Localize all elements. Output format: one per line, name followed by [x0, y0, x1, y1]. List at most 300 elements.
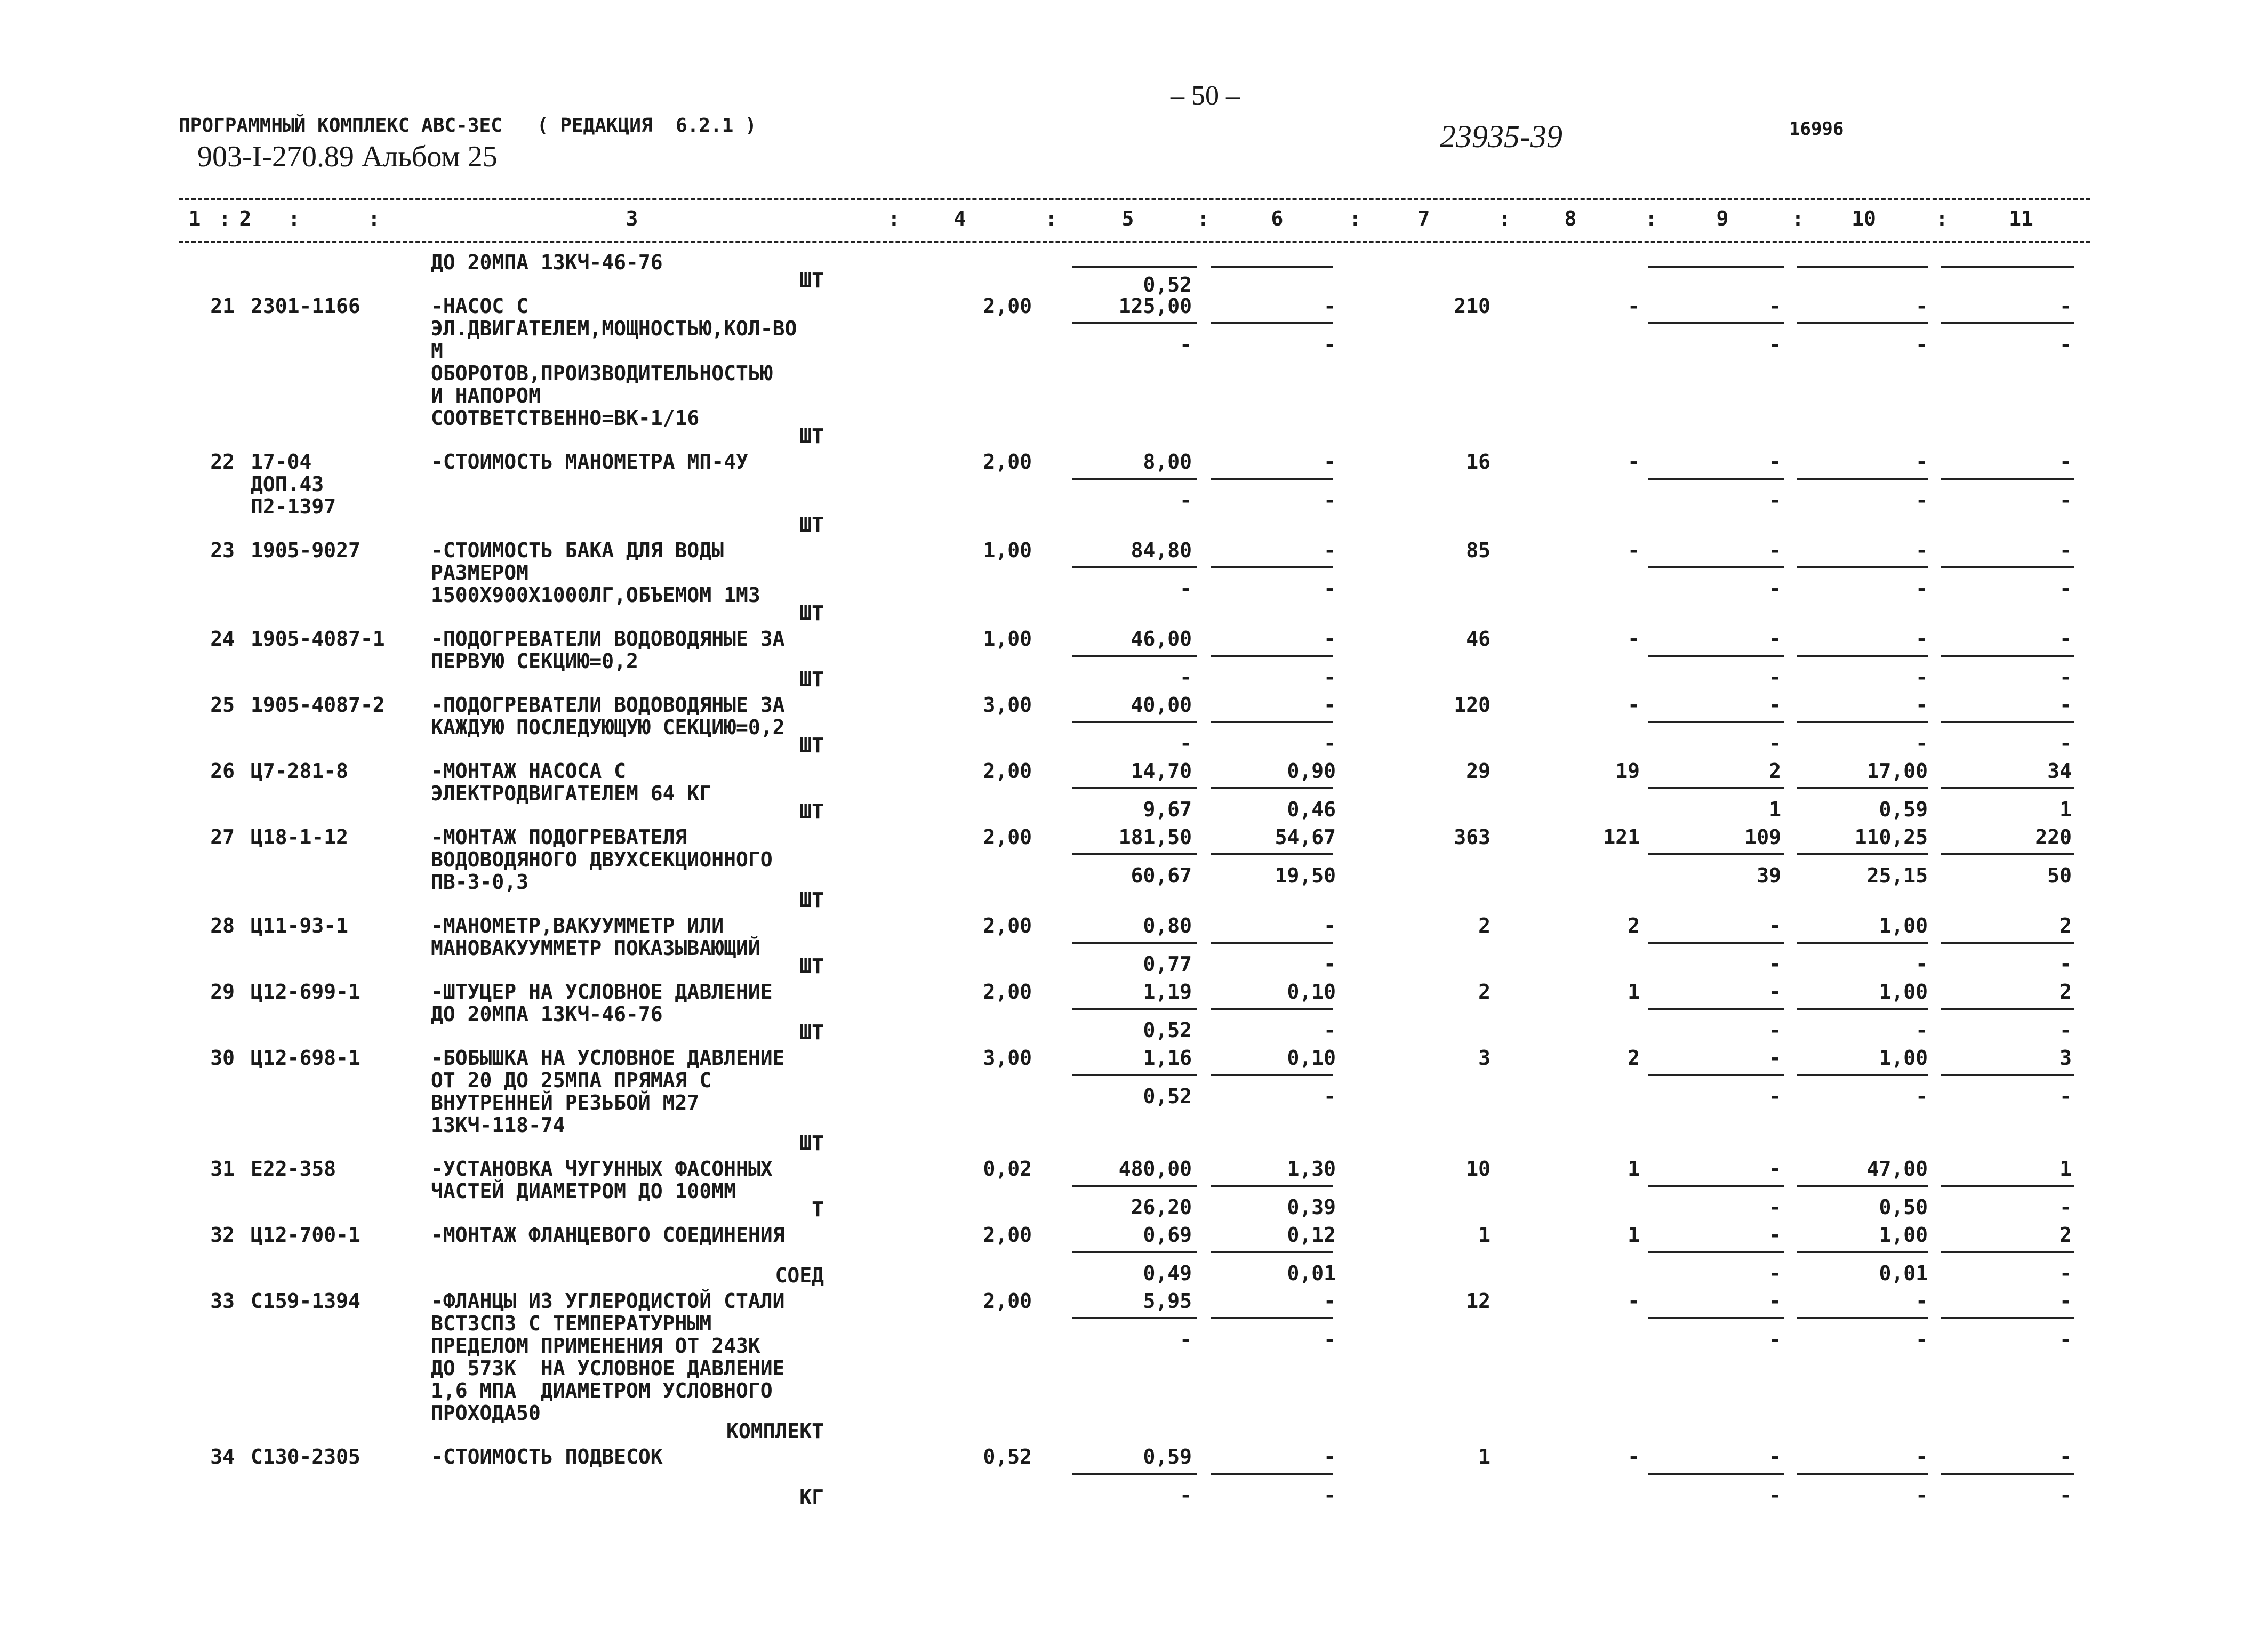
- row-number: 22: [210, 450, 235, 473]
- row-23-description: РАЗМЕРОМ: [431, 561, 529, 584]
- value-rule: [1072, 1251, 1197, 1253]
- row-21-c11-secondary: -: [2059, 333, 2072, 356]
- row-number: 31: [210, 1157, 235, 1181]
- value-rule: [1072, 322, 1197, 324]
- value-rule: [1211, 478, 1333, 480]
- row-33-code: С159-1394: [251, 1289, 360, 1313]
- value-rule: [1072, 787, 1197, 789]
- row-29-c6-value: 0,10: [1287, 980, 1336, 1003]
- column-header-10: 10: [1852, 207, 1876, 230]
- row-21-c9-secondary: -: [1769, 333, 1781, 356]
- row-23-c9-secondary: -: [1769, 577, 1781, 600]
- column-header-4: 4: [953, 207, 966, 230]
- row-21-description: ЭЛ.ДВИГАТЕЛЕМ,МОЩНОСТЬЮ,КОЛ-ВО: [431, 317, 797, 340]
- row-25-col8: -: [1628, 693, 1640, 717]
- row-34-c5-value: 0,59: [1143, 1445, 1192, 1468]
- row-29-col7: 2: [1478, 980, 1490, 1003]
- row-32-c10-secondary: 0,01: [1879, 1262, 1928, 1285]
- row-22-col8: -: [1628, 450, 1640, 473]
- row-25-c10-value: -: [1916, 693, 1928, 717]
- row-33-c11-value: -: [2059, 1289, 2072, 1313]
- row-23-c5-secondary: -: [1180, 577, 1192, 600]
- row-34-col7: 1: [1478, 1445, 1490, 1468]
- row-27-code: Ц18-1-12: [251, 825, 349, 849]
- row-34-c6-secondary: -: [1324, 1483, 1336, 1507]
- row-24-col7: 46: [1466, 627, 1490, 651]
- row-29-code: Ц12-699-1: [251, 980, 360, 1003]
- value-rule: [1072, 1317, 1197, 1319]
- row-33-col8: -: [1628, 1289, 1640, 1313]
- row-33-c10-value: -: [1916, 1289, 1928, 1313]
- row-33-description: ВСТ3СП3 С ТЕМПЕРАТУРНЫМ: [431, 1312, 712, 1335]
- row-31-description: -УСТАНОВКА ЧУГУННЫХ ФАСОННЫХ: [431, 1157, 773, 1181]
- row-22-description: -СТОИМОСТЬ МАНОМЕТРА МП-4У: [431, 450, 748, 473]
- row-31-col7: 10: [1466, 1157, 1490, 1181]
- row-30-col8: 2: [1628, 1046, 1640, 1070]
- row-32-col7: 1: [1478, 1223, 1490, 1247]
- row-23-unit: ШТ: [799, 601, 824, 625]
- value-rule: [1941, 1008, 2074, 1010]
- row-32-description: -МОНТАЖ ФЛАНЦЕВОГО СОЕДИНЕНИЯ: [431, 1223, 785, 1247]
- row-28-code: Ц11-93-1: [251, 914, 349, 937]
- row-21-c10-value: -: [1916, 294, 1928, 318]
- row-30-c6-value: 0,10: [1287, 1046, 1336, 1070]
- row-31-quantity: 0,02: [983, 1157, 1032, 1181]
- row-33-description: ПРОХОДА50: [431, 1401, 541, 1425]
- row-22-c11-secondary: -: [2059, 488, 2072, 512]
- value-rule: [1211, 1251, 1333, 1253]
- row-25-c6-secondary: -: [1324, 732, 1336, 755]
- value-rule: [1211, 1473, 1333, 1475]
- row-26-c5-value: 14,70: [1131, 759, 1192, 783]
- row-31-c5-secondary: 26,20: [1131, 1195, 1192, 1219]
- inventory-number: 23935-39: [1440, 119, 1562, 154]
- row-23-c5-value: 84,80: [1131, 539, 1192, 562]
- value-rule: [1797, 655, 1928, 657]
- row-25-col7: 120: [1454, 693, 1490, 717]
- value-rule: [1797, 721, 1928, 723]
- row-27-c6-value: 54,67: [1275, 825, 1336, 849]
- row-25-c5-secondary: -: [1180, 732, 1192, 755]
- column-separator: :: [368, 207, 380, 230]
- row-23-col7: 85: [1466, 539, 1490, 562]
- row-23-c6-secondary: -: [1324, 577, 1336, 600]
- row-28-col8: 2: [1628, 914, 1640, 937]
- program-title: ПРОГРАММНЫЙ КОМПЛЕКС АВС-3ЕС ( РЕДАКЦИЯ 6.2.1 ): [179, 115, 757, 136]
- row-32-c6-secondary: 0,01: [1287, 1262, 1336, 1285]
- row-24-code: 1905-4087-1: [251, 627, 385, 651]
- row-30-c11-secondary: -: [2059, 1085, 2072, 1108]
- value-rule: [1941, 655, 2074, 657]
- value-rule: [1072, 655, 1197, 657]
- value-rule: [1941, 566, 2074, 568]
- row-28-c11-value: 2: [2059, 914, 2072, 937]
- row-27-c9-secondary: 39: [1757, 864, 1781, 887]
- row-31-c5-value: 480,00: [1118, 1157, 1192, 1181]
- row-28-quantity: 2,00: [983, 914, 1032, 937]
- row-27-c11-secondary: 50: [2047, 864, 2072, 887]
- row-number: 33: [210, 1289, 235, 1313]
- value-rule: [1941, 1317, 2074, 1319]
- value-rule: [1797, 322, 1928, 324]
- row-24-col8: -: [1628, 627, 1640, 651]
- row-28-description: МАНОВАКУУММЕТР ПОКАЗЫВАЮЩИЙ: [431, 936, 760, 960]
- row-32-c11-secondary: -: [2059, 1262, 2072, 1285]
- row-24-c11-secondary: -: [2059, 665, 2072, 689]
- row-number: 30: [210, 1046, 235, 1070]
- column-header-6: 6: [1271, 207, 1284, 230]
- row-30-c5-secondary: 0,52: [1143, 1085, 1192, 1108]
- column-separator: :: [1045, 207, 1057, 230]
- value-rule: [1211, 655, 1333, 657]
- row-28-c9-value: -: [1769, 914, 1781, 937]
- value-rule: [1211, 322, 1333, 324]
- row-29-c11-secondary: -: [2059, 1018, 2072, 1042]
- row-24-c6-secondary: -: [1324, 665, 1336, 689]
- row-29-description: ДО 20МПА 13КЧ-46-76: [431, 1002, 663, 1026]
- row-number: 32: [210, 1223, 235, 1247]
- value-rule: [1941, 853, 2074, 855]
- row-number: 25: [210, 693, 235, 717]
- row-cont-unit: ШТ: [799, 269, 824, 292]
- row-34-c5-secondary: -: [1180, 1483, 1192, 1507]
- row-number: 29: [210, 980, 235, 1003]
- value-rule: [1797, 853, 1928, 855]
- row-26-description: ЭЛЕКТРОДВИГАТЕЛЕМ 64 КГ: [431, 782, 712, 805]
- value-rule: [1941, 266, 2074, 268]
- row-34-description: -СТОИМОСТЬ ПОДВЕСОК: [431, 1445, 663, 1468]
- value-rule: [1211, 1185, 1333, 1187]
- value-rule: [1072, 1008, 1197, 1010]
- row-22-c10-secondary: -: [1916, 488, 1928, 512]
- value-rule: [1797, 1185, 1928, 1187]
- row-23-quantity: 1,00: [983, 539, 1032, 562]
- row-21-description: -НАСОС С: [431, 294, 529, 318]
- row-33-c10-secondary: -: [1916, 1328, 1928, 1351]
- row-33-c11-secondary: -: [2059, 1328, 2072, 1351]
- row-28-c6-secondary: -: [1324, 952, 1336, 976]
- row-32-c10-value: 1,00: [1879, 1223, 1928, 1247]
- value-rule: [1648, 721, 1784, 723]
- row-32-c9-value: -: [1769, 1223, 1781, 1247]
- value-rule: [1941, 1074, 2074, 1076]
- column-separator: :: [1349, 207, 1361, 230]
- row-29-c11-value: 2: [2059, 980, 2072, 1003]
- row-26-c9-secondary: 1: [1769, 798, 1781, 821]
- row-31-c6-secondary: 0,39: [1287, 1195, 1336, 1219]
- row-28-c5-value: 0,80: [1143, 914, 1192, 937]
- row-21-c5-value: 125,00: [1118, 294, 1192, 318]
- row-34-c10-secondary: -: [1916, 1483, 1928, 1507]
- row-25-description: КАЖДУЮ ПОСЛЕДУЮЩУЮ СЕКЦИЮ=0,2: [431, 716, 785, 739]
- value-rule: [1072, 853, 1197, 855]
- value-rule: [1072, 1074, 1197, 1076]
- row-30-c6-secondary: -: [1324, 1085, 1336, 1108]
- row-34-c9-value: -: [1769, 1445, 1781, 1468]
- row-33-c5-value: 5,95: [1143, 1289, 1192, 1313]
- row-30-c5-value: 1,16: [1143, 1046, 1192, 1070]
- row-34-unit: КГ: [799, 1486, 824, 1509]
- row-27-c10-secondary: 25,15: [1866, 864, 1928, 887]
- value-rule: [1648, 655, 1784, 657]
- value-rule: [1797, 478, 1928, 480]
- row-30-c11-value: 3: [2059, 1046, 2072, 1070]
- row-33-description: 1,6 МПА ДИАМЕТРОМ УСЛОВНОГО: [431, 1379, 773, 1402]
- row-27-c6-secondary: 19,50: [1275, 864, 1336, 887]
- row-21-code: 2301-1166: [251, 294, 360, 318]
- row-22-c9-secondary: -: [1769, 488, 1781, 512]
- row-34-col8: -: [1628, 1445, 1640, 1468]
- row-28-col7: 2: [1478, 914, 1490, 937]
- value-rule: [1211, 266, 1333, 268]
- row-30-quantity: 3,00: [983, 1046, 1032, 1070]
- value-rule: [1648, 1185, 1784, 1187]
- column-separator: :: [288, 207, 300, 230]
- row-31-c9-value: -: [1769, 1157, 1781, 1181]
- row-25-c11-value: -: [2059, 693, 2072, 717]
- row-25-quantity: 3,00: [983, 693, 1032, 717]
- row-31-c10-value: 47,00: [1866, 1157, 1928, 1181]
- row-22-code-extra: ДОП.43: [251, 472, 324, 496]
- header-rule-bottom: [179, 241, 2090, 243]
- column-separator: :: [219, 207, 231, 230]
- row-number: 34: [210, 1445, 235, 1468]
- value-rule: [1941, 322, 2074, 324]
- row-32-c5-secondary: 0,49: [1143, 1262, 1192, 1285]
- row-21-description: СООТВЕТСТВЕННО=ВК-1/16: [431, 406, 700, 430]
- row-23-c11-secondary: -: [2059, 577, 2072, 600]
- row-number: 26: [210, 759, 235, 783]
- row-26-code: Ц7-281-8: [251, 759, 349, 783]
- row-33-c6-value: -: [1324, 1289, 1336, 1313]
- row-21-description: ОБОРОТОВ,ПРОИЗВОДИТЕЛЬНОСТЬЮ: [431, 362, 773, 385]
- value-rule: [1941, 787, 2074, 789]
- column-separator: :: [1645, 207, 1657, 230]
- row-27-c5-value: 181,50: [1118, 825, 1192, 849]
- value-rule: [1648, 1251, 1784, 1253]
- row-22-unit: ШТ: [799, 513, 824, 536]
- value-rule: [1072, 266, 1197, 268]
- row-28-unit: ШТ: [799, 954, 824, 978]
- value-rule: [1211, 1317, 1333, 1319]
- row-28-c6-value: -: [1324, 914, 1336, 937]
- row-34-c10-value: -: [1916, 1445, 1928, 1468]
- value-rule: [1072, 1473, 1197, 1475]
- row-33-c6-secondary: -: [1324, 1328, 1336, 1351]
- row-34-c11-value: -: [2059, 1445, 2072, 1468]
- row-25-c6-value: -: [1324, 693, 1336, 717]
- row-33-c9-secondary: -: [1769, 1328, 1781, 1351]
- row-26-c9-value: 2: [1769, 759, 1781, 783]
- row-29-c10-secondary: -: [1916, 1018, 1928, 1042]
- column-header-3: 3: [626, 207, 638, 230]
- value-rule: [1648, 787, 1784, 789]
- row-32-c6-value: 0,12: [1287, 1223, 1336, 1247]
- row-21-col7: 210: [1454, 294, 1490, 318]
- row-22-c6-value: -: [1324, 450, 1336, 473]
- row-22-c11-value: -: [2059, 450, 2072, 473]
- value-rule: [1648, 566, 1784, 568]
- row-24-c9-value: -: [1769, 627, 1781, 651]
- row-25-code: 1905-4087-2: [251, 693, 385, 717]
- row-23-description: -СТОИМОСТЬ БАКА ДЛЯ ВОДЫ: [431, 539, 724, 562]
- row-32-unit: СОЕД: [775, 1264, 824, 1287]
- value-rule: [1648, 853, 1784, 855]
- value-rule: [1211, 853, 1333, 855]
- row-32-c9-secondary: -: [1769, 1262, 1781, 1285]
- row-30-col7: 3: [1478, 1046, 1490, 1070]
- row-30-description: ОТ 20 ДО 25МПА ПРЯМАЯ С: [431, 1069, 712, 1092]
- row-32-col8: 1: [1628, 1223, 1640, 1247]
- row-26-c6-value: 0,90: [1287, 759, 1336, 783]
- value-rule: [1648, 1473, 1784, 1475]
- row-22-c5-secondary: -: [1180, 488, 1192, 512]
- value-rule: [1648, 942, 1784, 944]
- row-21-col8: -: [1628, 294, 1640, 318]
- row-22-code-extra: П2-1397: [251, 495, 336, 518]
- value-rule: [1648, 266, 1784, 268]
- row-33-description: -ФЛАНЦЫ ИЗ УГЛЕРОДИСТОЙ СТАЛИ: [431, 1289, 785, 1313]
- column-header-7: 7: [1417, 207, 1430, 230]
- value-rule: [1211, 566, 1333, 568]
- row-32-code: Ц12-700-1: [251, 1223, 360, 1247]
- value-rule: [1648, 1008, 1784, 1010]
- value-rule: [1941, 1185, 2074, 1187]
- row-23-c11-value: -: [2059, 539, 2072, 562]
- row-25-description: -ПОДОГРЕВАТЕЛИ ВОДОВОДЯНЫЕ ЗА: [431, 693, 785, 717]
- row-29-c10-value: 1,00: [1879, 980, 1928, 1003]
- value-rule: [1648, 478, 1784, 480]
- value-rule: [1648, 1074, 1784, 1076]
- row-24-c5-secondary: -: [1180, 665, 1192, 689]
- row-25-c10-secondary: -: [1916, 732, 1928, 755]
- row-24-c10-secondary: -: [1916, 665, 1928, 689]
- row-32-c5-value: 0,69: [1143, 1223, 1192, 1247]
- row-26-c6-secondary: 0,46: [1287, 798, 1336, 821]
- row-27-c11-value: 220: [2035, 825, 2072, 849]
- row-30-unit: ШТ: [799, 1131, 824, 1155]
- row-27-c9-value: 109: [1744, 825, 1781, 849]
- row-30-c10-secondary: -: [1916, 1085, 1928, 1108]
- row-26-description: -МОНТАЖ НАСОСА С: [431, 759, 627, 783]
- row-22-col7: 16: [1466, 450, 1490, 473]
- value-rule: [1941, 1473, 2074, 1475]
- row-29-quantity: 2,00: [983, 980, 1032, 1003]
- row-21-c11-value: -: [2059, 294, 2072, 318]
- value-rule: [1072, 942, 1197, 944]
- row-28-c10-secondary: -: [1916, 952, 1928, 976]
- row-30-description: ВНУТРЕННЕЙ РЕЗЬБОЙ М27: [431, 1091, 700, 1114]
- value-rule: [1941, 942, 2074, 944]
- row-26-c10-value: 17,00: [1866, 759, 1928, 783]
- column-separator: :: [1936, 207, 1948, 230]
- row-number: 28: [210, 914, 235, 937]
- row-25-c9-secondary: -: [1769, 732, 1781, 755]
- row-24-unit: ШТ: [799, 668, 824, 691]
- row-29-c5-secondary: 0,52: [1143, 1018, 1192, 1042]
- row-21-c10-secondary: -: [1916, 333, 1928, 356]
- row-30-description: 13КЧ-118-74: [431, 1113, 565, 1137]
- document-code: 903-I-270.89 Альбом 25: [197, 140, 498, 173]
- row-27-c5-secondary: 60,67: [1131, 864, 1192, 887]
- row-22-quantity: 2,00: [983, 450, 1032, 473]
- row-33-quantity: 2,00: [983, 1289, 1032, 1313]
- row-33-c9-value: -: [1769, 1289, 1781, 1313]
- row-22-code: 17-04: [251, 450, 312, 473]
- row-30-c9-secondary: -: [1769, 1085, 1781, 1108]
- row-22-c5-value: 8,00: [1143, 450, 1192, 473]
- row-34-c11-secondary: -: [2059, 1483, 2072, 1507]
- column-header-5: 5: [1121, 207, 1134, 230]
- row-27-col8: 121: [1603, 825, 1640, 849]
- row-24-description: ПЕРВУЮ СЕКЦИЮ=0,2: [431, 649, 638, 673]
- row-21-description: И НАПОРОМ: [431, 384, 541, 407]
- value-rule: [1072, 1185, 1197, 1187]
- row-27-description: ПВ-3-0,3: [431, 870, 529, 894]
- value-rule: [1797, 1317, 1928, 1319]
- row-31-c11-secondary: -: [2059, 1195, 2072, 1219]
- value-rule: [1211, 942, 1333, 944]
- value-rule: [1941, 1251, 2074, 1253]
- row-24-c6-value: -: [1324, 627, 1336, 651]
- row-31-c6-value: 1,30: [1287, 1157, 1336, 1181]
- column-header-8: 8: [1564, 207, 1577, 230]
- row-33-description: ДО 573К НА УСЛОВНОЕ ДАВЛЕНИЕ: [431, 1356, 785, 1380]
- row-23-c10-value: -: [1916, 539, 1928, 562]
- row-26-quantity: 2,00: [983, 759, 1032, 783]
- row-30-c10-value: 1,00: [1879, 1046, 1928, 1070]
- value-rule: [1648, 322, 1784, 324]
- row-number: 23: [210, 539, 235, 562]
- row-27-c10-value: 110,25: [1854, 825, 1928, 849]
- row-30-code: Ц12-698-1: [251, 1046, 360, 1070]
- row-27-description: ВОДОВОДЯНОГО ДВУХСЕКЦИОННОГО: [431, 848, 773, 871]
- row-26-c11-secondary: 1: [2059, 798, 2072, 821]
- row-23-c6-value: -: [1324, 539, 1336, 562]
- row-number: 27: [210, 825, 235, 849]
- row-number: 24: [210, 627, 235, 651]
- row-26-c11-value: 34: [2047, 759, 2072, 783]
- row-25-c11-secondary: -: [2059, 732, 2072, 755]
- row-21-c6-secondary: -: [1324, 333, 1336, 356]
- row-33-description: ПРЕДЕЛОМ ПРИМЕНЕНИЯ ОТ 243К: [431, 1334, 760, 1358]
- row-29-unit: ШТ: [799, 1021, 824, 1044]
- row-27-description: -МОНТАЖ ПОДОГРЕВАТЕЛЯ: [431, 825, 687, 849]
- row-21-quantity: 2,00: [983, 294, 1032, 318]
- row-30-c9-value: -: [1769, 1046, 1781, 1070]
- row-29-c9-secondary: -: [1769, 1018, 1781, 1042]
- value-rule: [1072, 478, 1197, 480]
- row-21-c9-value: -: [1769, 294, 1781, 318]
- row-25-c5-value: 40,00: [1131, 693, 1192, 717]
- row-34-quantity: 0,52: [983, 1445, 1032, 1468]
- row-21-c6-value: -: [1324, 294, 1336, 318]
- row-28-description: -МАНОМЕТР,ВАКУУММЕТР ИЛИ: [431, 914, 724, 937]
- row-22-c9-value: -: [1769, 450, 1781, 473]
- row-22-c6-secondary: -: [1324, 488, 1336, 512]
- row-23-c10-secondary: -: [1916, 577, 1928, 600]
- value-rule: [1211, 1074, 1333, 1076]
- row-29-col8: 1: [1628, 980, 1640, 1003]
- column-separator: :: [888, 207, 900, 230]
- row-31-c11-value: 1: [2059, 1157, 2072, 1181]
- column-header-2: 2: [239, 207, 252, 230]
- row-number: 21: [210, 294, 235, 318]
- row-28-c5-secondary: 0,77: [1143, 952, 1192, 976]
- row-21-description: М: [431, 339, 443, 363]
- row-24-c11-value: -: [2059, 627, 2072, 651]
- value-rule: [1797, 566, 1928, 568]
